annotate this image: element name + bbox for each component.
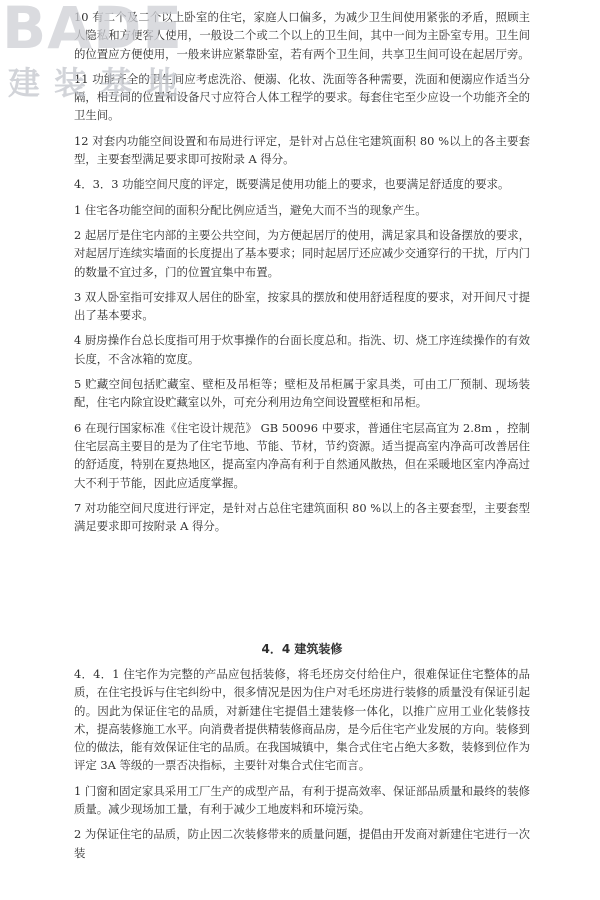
paragraph: 2 为保证住宅的品质，防止因二次装修带来的质量问题，提倡由开发商对新建住宅进行一次装 <box>74 827 530 860</box>
paragraph: 5 贮藏空间包括贮藏室、壁柜及吊柜等；壁柜及吊柜属于家具类，可由工厂预制、现场装配，住宅内除宜设贮藏室以外，可充分利用边角空间设置壁柜和吊柜。 <box>74 377 530 410</box>
paragraph: 12 对套内功能空间设置和布局进行评定，是针对占总住宅建筑面积 80 %以上的各主要套型，主要套型满足要求即可按附录 A 得分。 <box>74 133 530 167</box>
paragraph: 7 对功能空间尺度进行评定，是针对占总住宅建筑面积 80 %以上的各主要套型，主要套型满足要求即可按附录 A 得分。 <box>74 500 530 534</box>
paragraph: 10 有二个及二个以上卧室的住宅，家庭人口偏多，为减少卫生间使用紧张的矛盾，照顾主人隐私和方便客人使用，一般设二个或二个以上的卫生间，其中一间为主卧室专用。卫生间的位置应方便使用，一般来讲应紧靠卧室，若有两个卫生间，共享卫生间可设在起居厅旁。 <box>74 10 530 61</box>
paragraph: 4．3．3 功能空间尺度的评定，既要满足使用功能上的要求，也要满足舒适度的要求。 <box>74 177 510 192</box>
watermark-latin: BADE <box>2 0 183 62</box>
paragraph: 1 住宅各功能空间的面积分配比例应适当，避免大而不当的现象产生。 <box>74 202 427 217</box>
document-body-section-4-4 <box>74 665 530 869</box>
paragraph: 4．4．1 住宅作为完整的产品应包括装修，将毛坯房交付给住户，很难保证住宅整体的品质，在住宅投诉与住宅纠纷中，很多情况是因为住户对毛坯房进行装修的质量没有保证引起的。因此为保证住宅的品质，对新建住宅提倡土建装修一体化，以推广应用工业化装修技术，提高装修施工水平。向消费者提供精装修商品房，是今后住宅产业发展的方向。装修到位的做法，能有效保证住宅的品质。在我国城镇中，集合式住宅占绝大多数，装修到位作为评定 3A 等级的一票否决指标，主要针对集合式住宅而言。 <box>74 667 530 773</box>
paragraph: 6 在现行国家标准《住宅设计规范》 GB 50096 中要求，普通住宅层高宜为 2.8m ，控制住宅层高主要目的是为了住宅节地、节能、节材，节约资源。适当提高室内净高可改善居住的舒适度，特别在夏热地区，提高室内净高有利于自然通风散热，但在采暖地区室内净高过大不利于节能，因此应适度掌握。 <box>74 420 530 490</box>
paragraph: 3 双人卧室指可安排双人居住的卧室，按家具的摆放和使用舒适程度的要求，对开间尺寸提出了基本要求。 <box>74 289 530 323</box>
section-heading: 4．4 建筑装修 <box>261 642 343 656</box>
document-body-section-4-3 <box>74 8 530 542</box>
paragraph: 2 起居厅是住宅内部的主要公共空间，为方便起居厅的使用，满足家具和设备摆放的要求，对起居厅连续实墙面的长度提出了基本要求；同时起居厅还应减少交通穿行的干扰，厅内门的数量不宜过多，门的位置宜集中布置。 <box>74 227 530 279</box>
watermark-chinese: 建装基地 <box>8 64 193 102</box>
paragraph: 1 门窗和固定家具采用工厂生产的成型产品，有利于提高效率、保证部品质量和最终的装修质量。减少现场加工量，有利于减少工地废料和环境污染。 <box>74 783 530 817</box>
paragraph: 11 功能齐全的卫生间应考虑洗浴、便溺、化妆、洗面等各种需要，洗面和便溺应作适当分隔，相互间的位置和设备尺寸应符合人体工程学的要求。每套住宅至少应设一个功能齐全的卫生间。 <box>74 71 530 123</box>
paragraph: 4 厨房操作台总长度指可用于炊事操作的台面长度总和。指洗、切、烧工序连续操作的有效长度，不含冰箱的宽度。 <box>74 333 530 366</box>
